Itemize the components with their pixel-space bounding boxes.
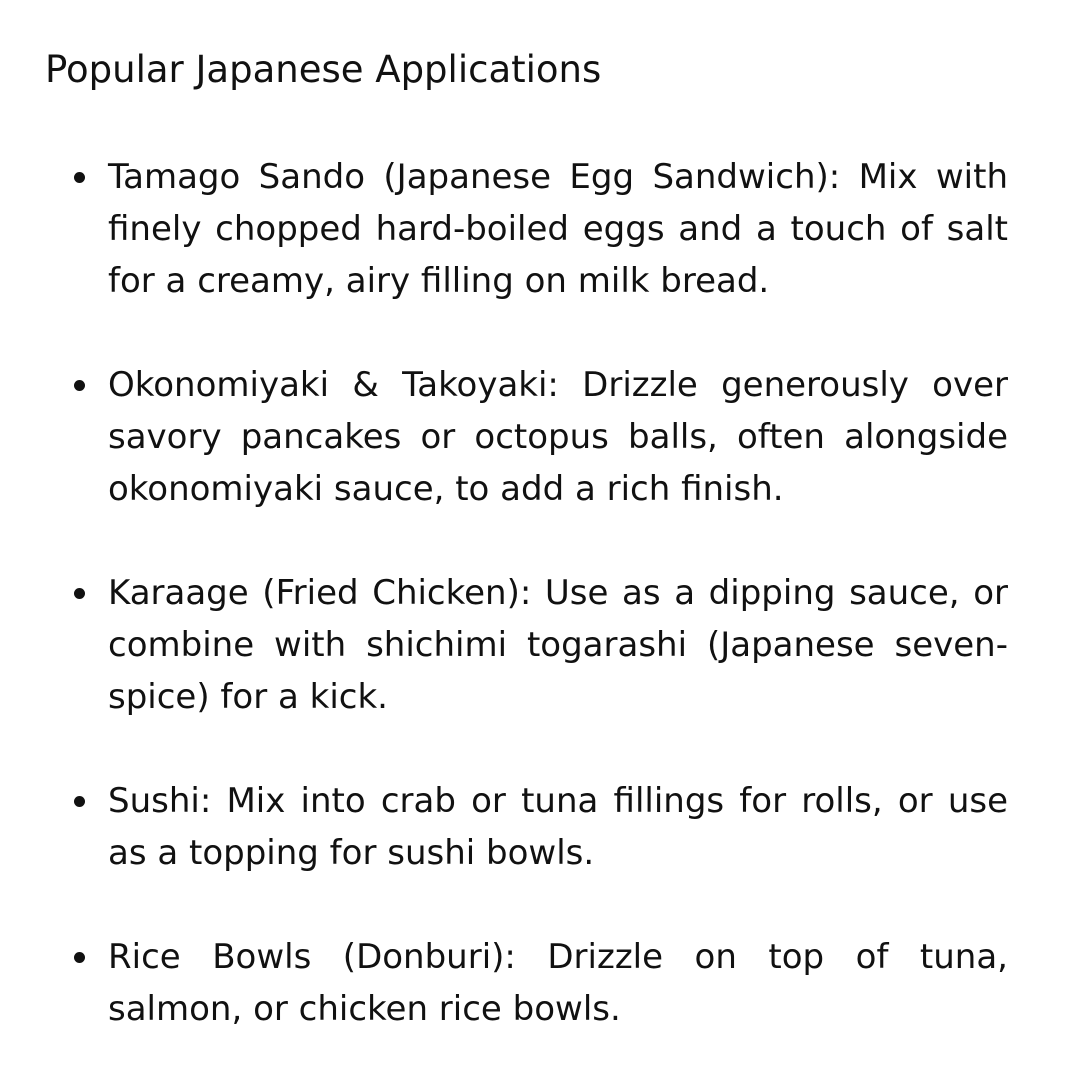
list-item-text: Rice Bowls (Donburi): Drizzle on top of tuna, salmon, or chicken rice bowls. (108, 937, 1008, 1029)
list-item-text: Karaage (Fried Chicken): Use as a dipping sauce, or combine with shichimi togarashi (Japanese seven-spice) for a kick. (108, 573, 1008, 717)
list-item-text: Tamago Sando (Japanese Egg Sandwich): Mix with finely chopped hard-boiled eggs and a touch of salt for a creamy, airy filling on milk bread. (108, 157, 1008, 301)
bullet-icon (74, 952, 85, 963)
list-item (108, 359, 1008, 515)
list-item (108, 775, 1008, 879)
list-item (108, 567, 1008, 723)
list-item-text: Okonomiyaki & Takoyaki: Drizzle generously over savory pancakes or octopus balls, often alongside okonomiyaki sauce, to add a rich finish. (108, 365, 1008, 509)
list-item (108, 931, 1008, 1035)
bullet-icon (74, 380, 85, 391)
page-title: Popular Japanese Applications (45, 48, 602, 91)
applications-list (108, 151, 1008, 1035)
bullet-icon (74, 172, 85, 183)
list-item-text: Sushi: Mix into crab or tuna fillings for rolls, or use as a topping for sushi bowls. (108, 781, 1008, 873)
bullet-icon (74, 588, 85, 599)
bullet-icon (74, 796, 85, 807)
list-item (108, 151, 1008, 307)
